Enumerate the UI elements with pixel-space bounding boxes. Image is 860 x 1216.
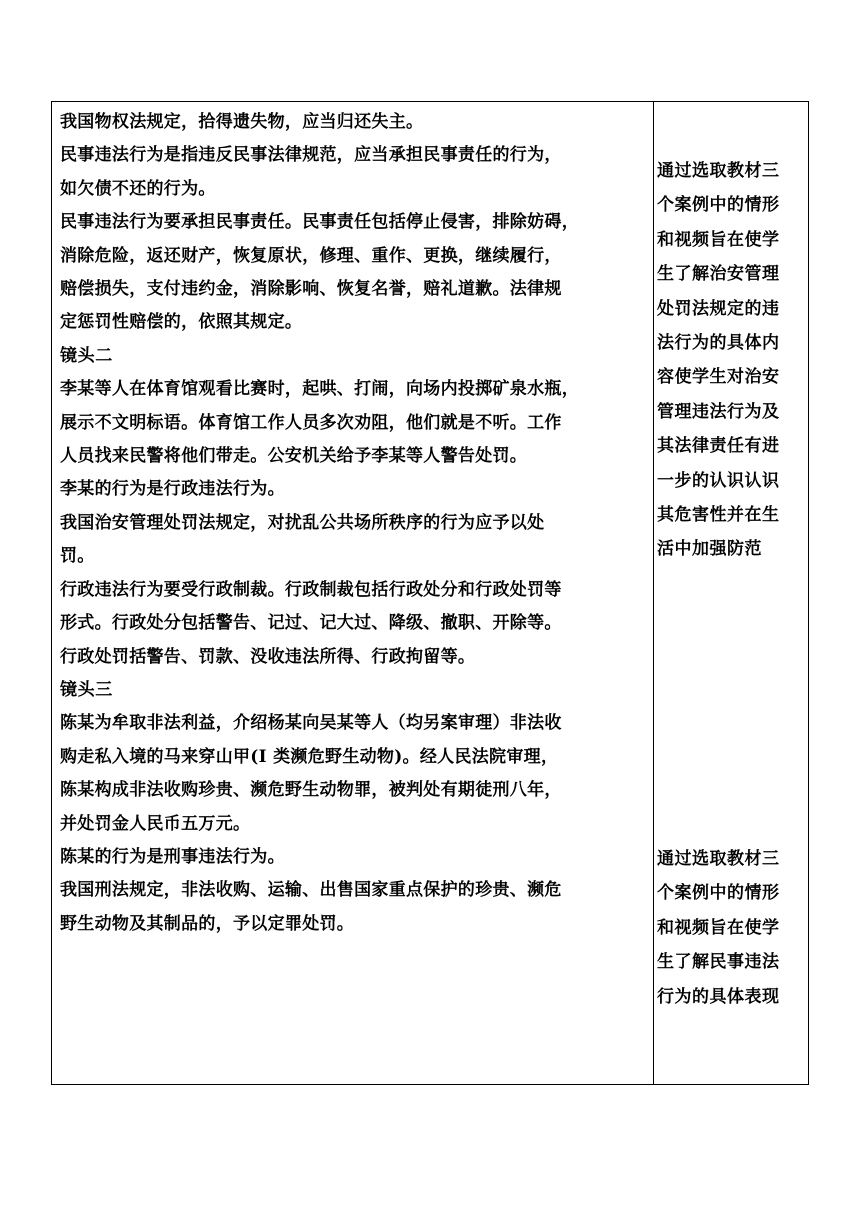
text-line: 人员找来民警将他们带走。公安机关给予李某等人警告处罚。 [60, 446, 528, 467]
note-line: 管理违法行为及 [657, 401, 780, 422]
text-line: 展示不文明标语。体育馆工作人员多次劝阻，他们就是不听。工作 [60, 412, 562, 433]
note-line: 其危害性并在生 [657, 505, 780, 526]
text-line: 我国刑法规定，非法收购、运输、出售国家重点保护的珍贵、濒危 [60, 880, 562, 901]
text-line: 陈某的行为是刑事违法行为。 [60, 846, 285, 867]
text-line: 野生动物及其制品的，予以定罪处罚。 [60, 913, 355, 934]
note-line: 活中加强防范 [657, 539, 762, 560]
text-line: 形式。行政处分包括警告、记过、记大过、降级、撤职、开除等。 [60, 613, 562, 634]
note-line: 法行为的具体内 [657, 333, 780, 354]
note-line: 个案例中的情形 [657, 883, 780, 904]
section-heading: 镜头三 [60, 679, 113, 700]
lesson-table [51, 101, 809, 1085]
note-line: 个案例中的情形 [657, 195, 780, 216]
text-line: 如欠债不还的行为。 [60, 178, 216, 199]
text-line: 罚。 [60, 546, 95, 567]
text-line: 民事违法行为要承担民事责任。民事责任包括停止侵害，排除妨碍， [60, 212, 579, 233]
text-line: 并处罚金人民币五万元。 [60, 813, 251, 834]
design-intent-note [657, 154, 808, 567]
text-line: 陈某为牟取非法利益，介绍杨某向吴某等人（均另案审理）非法收 [60, 713, 562, 734]
section-heading: 镜头二 [60, 345, 113, 366]
text-line: 购走私入境的马来穿山甲(Ⅰ 类濒危野生动物)。经人民法院审理， [60, 746, 559, 767]
content-cell [52, 102, 654, 1084]
text-line: 李某等人在体育馆观看比赛时，起哄、打闹，向场内投掷矿泉水瓶， [60, 379, 579, 400]
note-line: 和视频旨在使学 [657, 917, 780, 938]
note-line: 行为的具体表现 [657, 986, 780, 1007]
note-line: 通过选取教材三 [657, 161, 780, 181]
design-intent-cell [654, 102, 808, 1084]
text-line: 民事违法行为是指违反民事法律规范，应当承担民事责任的行为， [60, 145, 562, 166]
text-line: 行政处罚括警告、罚款、没收违法所得、行政拘留等。 [60, 646, 476, 667]
text-line: 李某的行为是行政违法行为。 [60, 479, 285, 500]
text-line: 消除危险，返还财产，恢复原状，修理、重作、更换，继续履行， [60, 245, 562, 266]
note-line: 和视频旨在使学 [657, 229, 780, 250]
text-line: 陈某构成非法收购珍贵、濒危野生动物罪，被判处有期徒刑八年， [60, 780, 562, 801]
note-line: 通过选取教材三 [657, 849, 780, 869]
text-line: 我国物权法规定，拾得遗失物，应当归还失主。 [60, 112, 424, 132]
note-line: 处罚法规定的违 [657, 298, 780, 319]
note-line: 一步的认识认识 [657, 470, 780, 491]
text-line: 定惩罚性赔偿的，依照其规定。 [60, 312, 303, 333]
text-line: 行政违法行为要受行政制裁。行政制裁包括行政处分和行政处罚等 [60, 579, 562, 600]
text-line: 赔偿损失，支付违约金，消除影响、恢复名誉，赔礼道歉。法律规 [60, 279, 562, 300]
note-line: 生了解民事违法 [657, 952, 780, 973]
note-line: 其法律责任有进 [657, 436, 780, 457]
note-line: 生了解治安管理 [657, 264, 780, 285]
note-line: 容使学生对治安 [657, 367, 780, 388]
design-intent-note [657, 842, 808, 1014]
text-line: 我国治安管理处罚法规定，对扰乱公共场所秩序的行为应予以处 [60, 512, 545, 533]
